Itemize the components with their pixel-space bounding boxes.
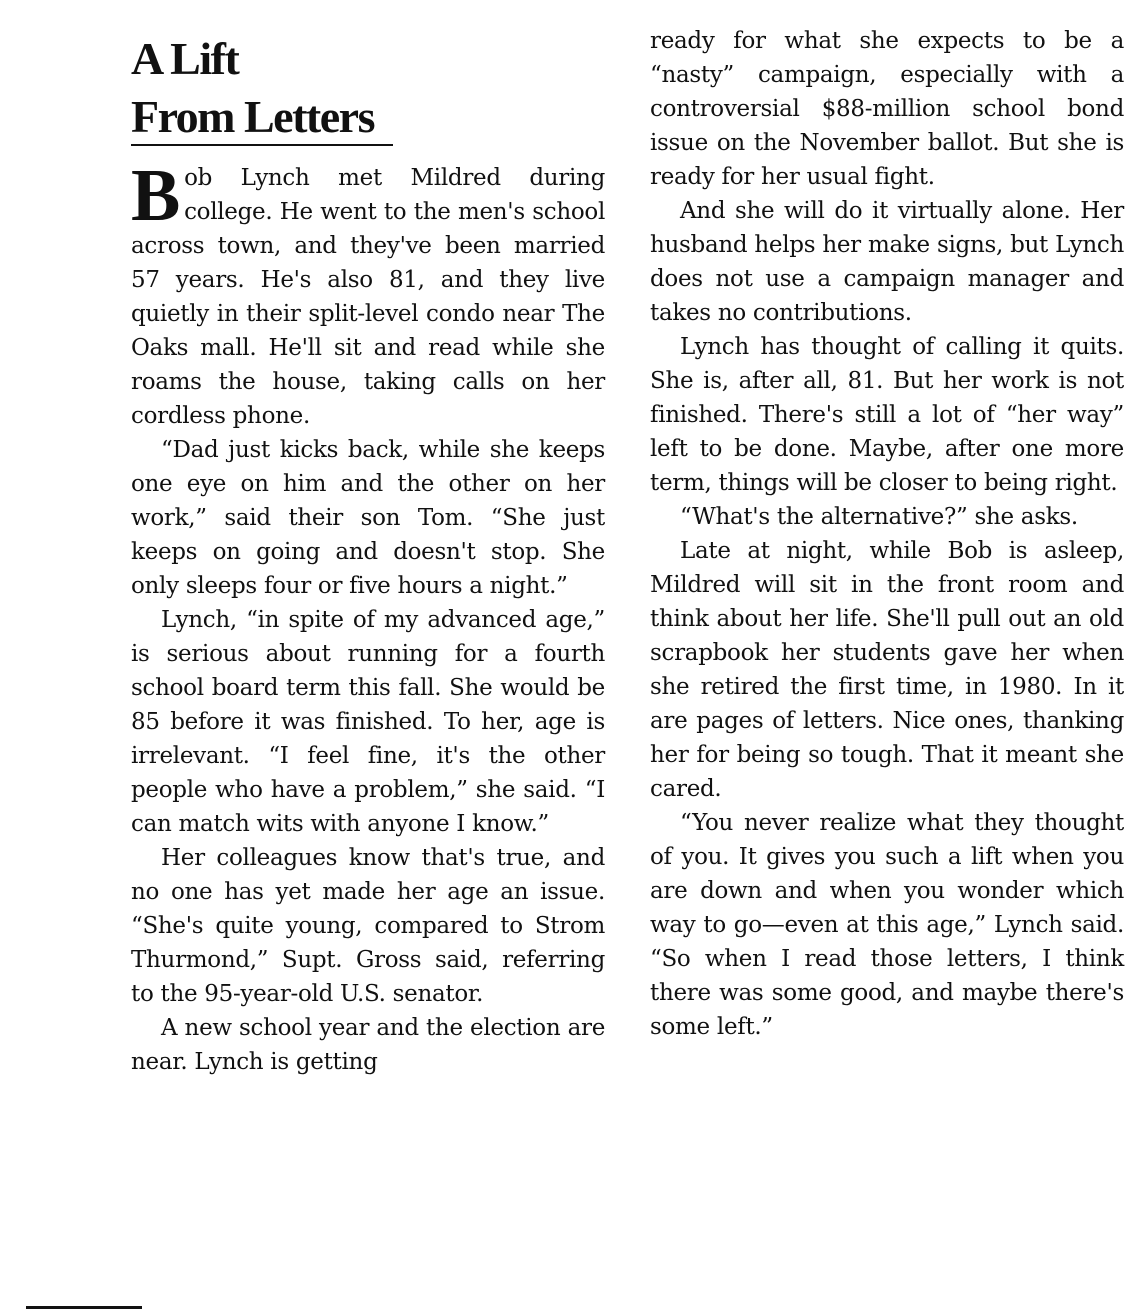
paragraph: A new school year and the election are near. Lynch is getting [131,1015,605,1075]
paragraph: “What's the alternative?” she asks. [680,504,1078,530]
left-column [131,155,605,1079]
paragraph: ready for what she expects to be a “nasty” campaign, especially with a controversial $88-million school bond issue on the November ballot. But she is ready for her usual fight. [650,28,1124,190]
headline-line-2: From Letters [131,91,374,142]
headline-line-1: A Lift [131,33,239,84]
right-column [650,24,1124,1044]
paragraph: Lynch has thought of calling it quits. She is, after all, 81. But her work is not finished. There's still a lot of “her way” left to be done. Maybe, after one more term, things will be closer to being right. [650,334,1124,496]
paragraph: “Dad just kicks back, while she keeps one eye on him and the other on her work,” said their son Tom. “She just keeps on going and doesn't stop. She only sleeps four or five hours a night.” [131,437,605,599]
paragraph [131,155,605,433]
paragraph: Her colleagues know that's true, and no one has yet made her age an issue. “She's quite young, compared to Strom Thurmond,” Supt. Gross said, referring to the 95-year-old U.S. senator. [131,845,605,1007]
bottom-rule [26,1306,142,1309]
paragraph-text: ob Lynch met Mildred during college. He went to the men's school across town, and they've been married 57 years. He's also 81, and they live quietly in their split-level condo near The Oaks mall. He'll sit and read while she roams the house, taking calls on her cordless phone. [131,165,605,429]
headline-rule [131,144,393,146]
paragraph: “You never realize what they thought of you. It gives you such a lift when you are down and when you wonder which way to go—even at this age,” Lynch said. “So when I read those letters, I think there was some good, and maybe there's some left.” [650,810,1124,1040]
paragraph: And she will do it virtually alone. Her husband helps her make signs, but Lynch does not use a campaign manager and takes no contributions. [650,198,1124,326]
headline [131,30,431,146]
paragraph: Lynch, “in spite of my advanced age,” is serious about running for a fourth school board term this fall. She would be 85 before it was finished. To her, age is irrelevant. “I feel fine, it's the other people who have a problem,” she said. “I can match wits with anyone I know.” [131,607,605,837]
drop-cap: B [131,155,181,237]
paragraph: Late at night, while Bob is asleep, Mildred will sit in the front room and think about her life. She'll pull out an old scrapbook her students gave her when she retired the first time, in 1980. In it are pages of letters. Nice ones, thanking her for being so tough. That it meant she cared. [650,538,1124,802]
